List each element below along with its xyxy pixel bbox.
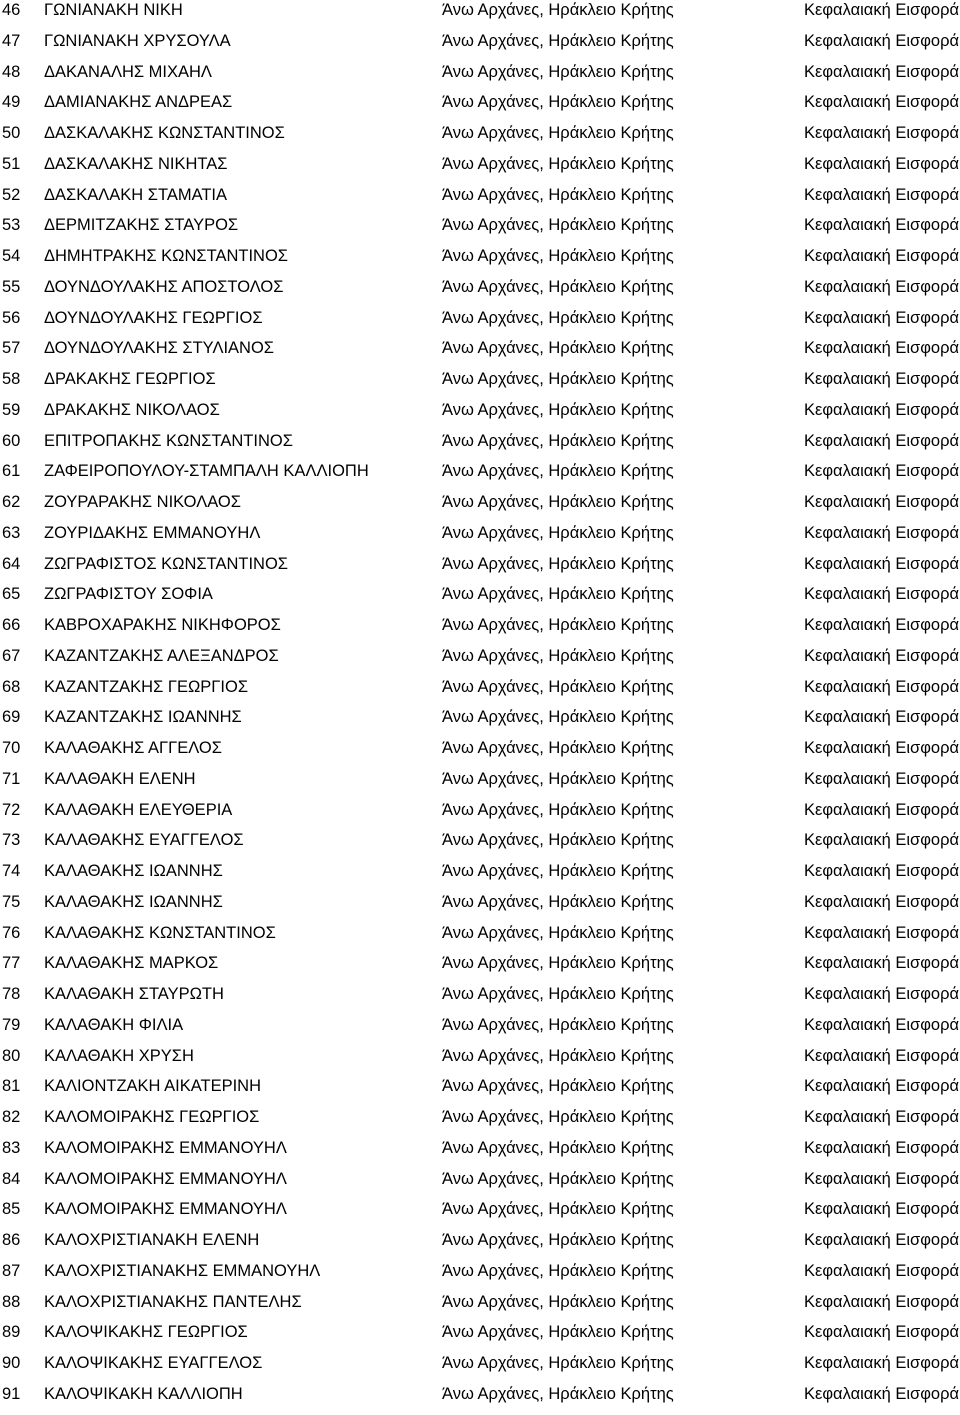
row-contribution-type: Κεφαλαιακή Εισφορά [803, 800, 959, 819]
list-row [0, 554, 960, 585]
row-location: Άνω Αρχάνες, Ηράκλειο Κρήτης [442, 1169, 674, 1188]
row-location: Άνω Αρχάνες, Ηράκλειο Κρήτης [442, 708, 674, 727]
list-row [0, 830, 960, 861]
row-location: Άνω Αρχάνες, Ηράκλειο Κρήτης [442, 431, 674, 450]
row-number: 91 [2, 1384, 21, 1403]
row-number: 72 [2, 800, 21, 819]
row-contribution-type: Κεφαλαιακή Εισφορά [803, 216, 959, 235]
row-name: ΚΑΛΟΨΙΚΑΚΗΣ ΕΥΑΓΓΕΛΟΣ [44, 1354, 263, 1372]
row-number: 74 [2, 862, 21, 880]
row-contribution-type: Κεφαλαιακή Εισφορά [803, 739, 959, 757]
row-contribution-type: Κεφαλαιακή Εισφορά [803, 616, 959, 634]
row-name: ΔΑΣΚΑΛΑΚΗ ΣΤΑΜΑΤΙΑ [44, 185, 228, 204]
row-location: Άνω Αρχάνες, Ηράκλειο Κρήτης [442, 400, 674, 419]
row-location: Άνω Αρχάνες, Ηράκλειο Κρήτης [442, 769, 674, 788]
row-location: Άνω Αρχάνες, Ηράκλειο Κρήτης [442, 862, 674, 880]
row-number: 56 [2, 308, 21, 327]
row-number: 61 [2, 462, 21, 481]
row-contribution-type: Κεφαλαιακή Εισφορά [803, 185, 959, 204]
row-name: ΔΑΚΑΝΑΛΗΣ ΜΙΧΑΗΛ [44, 62, 212, 81]
row-name: ΔΑΣΚΑΛΑΚΗΣ ΚΩΝΣΤΑΝΤΙΝΟΣ [44, 124, 285, 142]
row-contribution-type: Κεφαλαιακή Εισφορά [803, 985, 959, 1003]
list-row [0, 523, 960, 554]
row-name: ΚΑΛΑΘΑΚΗΣ ΙΩΑΝΝΗΣ [44, 862, 223, 880]
row-number: 49 [2, 93, 21, 112]
row-number: 47 [2, 31, 21, 50]
row-name: ΖΟΥΡΙΔΑΚΗΣ ΕΜΜΑΝΟΥΗΛ [44, 523, 261, 542]
row-contribution-type: Κεφαλαιακή Εισφορά [803, 1, 959, 19]
row-name: ΚΑΛΑΘΑΚΗ ΕΛΕΥΘΕΡΙΑ [44, 800, 233, 819]
row-contribution-type: Κεφαλαιακή Εισφορά [803, 370, 959, 388]
row-location: Άνω Αρχάνες, Ηράκλειο Κρήτης [442, 831, 674, 850]
row-location: Άνω Αρχάνες, Ηράκλειο Κρήτης [442, 923, 674, 942]
row-name: ΖΟΥΡΑΡΑΚΗΣ ΝΙΚΟΛΑΟΣ [44, 493, 241, 511]
row-name: ΚΑΛΑΘΑΚΗ ΕΛΕΝΗ [44, 769, 196, 788]
row-contribution-type: Κεφαλαιακή Εισφορά [803, 1261, 959, 1280]
row-name: ΚΑΛΑΘΑΚΗ ΦΙΛΙΑ [44, 1015, 184, 1034]
row-name: ΚΑΖΑΝΤΖΑΚΗΣ ΓΕΩΡΓΙΟΣ [44, 677, 249, 696]
row-contribution-type: Κεφαλαιακή Εισφορά [803, 769, 959, 788]
list-row [0, 1261, 960, 1292]
list-row [0, 892, 960, 923]
row-contribution-type: Κεφαλαιακή Εισφορά [803, 585, 959, 604]
row-location: Άνω Αρχάνες, Ηράκλειο Κρήτης [442, 1108, 674, 1126]
row-contribution-type: Κεφαλαιακή Εισφορά [803, 708, 959, 727]
row-number: 78 [2, 985, 21, 1003]
row-number: 88 [2, 1292, 21, 1311]
row-contribution-type: Κεφαλαιακή Εισφορά [803, 862, 959, 880]
list-row [0, 308, 960, 339]
row-location: Άνω Αρχάνες, Ηράκλειο Κρήτης [442, 185, 674, 204]
row-location: Άνω Αρχάνες, Ηράκλειο Κρήτης [442, 1, 674, 19]
row-location: Άνω Αρχάνες, Ηράκλειο Κρήτης [442, 277, 674, 296]
row-contribution-type: Κεφαλαιακή Εισφορά [803, 308, 959, 327]
row-number: 50 [2, 124, 21, 142]
row-number: 71 [2, 769, 21, 788]
row-number: 66 [2, 616, 21, 634]
row-name: ΚΑΛΟΧΡΙΣΤΙΑΝΑΚΗΣ ΠΑΝΤΕΛΗΣ [44, 1292, 302, 1311]
row-number: 80 [2, 1046, 21, 1065]
list-row [0, 123, 960, 154]
row-number: 58 [2, 370, 21, 388]
row-contribution-type: Κεφαλαιακή Εισφορά [803, 554, 959, 573]
row-location: Άνω Αρχάνες, Ηράκλειο Κρήτης [442, 1015, 674, 1034]
row-name: ΔΟΥΝΔΟΥΛΑΚΗΣ ΓΕΩΡΓΙΟΣ [44, 308, 263, 327]
row-number: 83 [2, 1138, 21, 1157]
row-contribution-type: Κεφαλαιακή Εισφορά [803, 247, 959, 265]
row-number: 89 [2, 1323, 21, 1342]
list-row [0, 1138, 960, 1169]
list-row [0, 1046, 960, 1077]
row-number: 48 [2, 62, 21, 81]
row-number: 87 [2, 1261, 21, 1280]
row-contribution-type: Κεφαλαιακή Εισφορά [803, 62, 959, 81]
row-contribution-type: Κεφαλαιακή Εισφορά [803, 1323, 959, 1342]
row-name: ΔΟΥΝΔΟΥΛΑΚΗΣ ΑΠΟΣΤΟΛΟΣ [44, 277, 284, 296]
row-number: 77 [2, 954, 21, 973]
row-name: ΚΑΒΡΟΧΑΡΑΚΗΣ ΝΙΚΗΦΟΡΟΣ [44, 616, 281, 634]
row-name: ΚΑΛΑΘΑΚΗ ΧΡΥΣΗ [44, 1046, 194, 1065]
row-location: Άνω Αρχάνες, Ηράκλειο Κρήτης [442, 93, 674, 112]
row-name: ΓΩΝΙΑΝΑΚΗ ΧΡΥΣΟΥΛΑ [44, 31, 231, 50]
list-row [0, 338, 960, 369]
row-number: 54 [2, 247, 21, 265]
row-location: Άνω Αρχάνες, Ηράκλειο Κρήτης [442, 339, 674, 358]
list-row [0, 800, 960, 831]
list-row [0, 92, 960, 123]
row-number: 70 [2, 739, 21, 757]
list-row [0, 984, 960, 1015]
row-location: Άνω Αρχάνες, Ηράκλειο Κρήτης [442, 62, 674, 81]
row-contribution-type: Κεφαλαιακή Εισφορά [803, 892, 959, 911]
row-location: Άνω Αρχάνες, Ηράκλειο Κρήτης [442, 247, 674, 265]
row-contribution-type: Κεφαλαιακή Εισφορά [803, 523, 959, 542]
row-contribution-type: Κεφαλαιακή Εισφορά [803, 493, 959, 511]
list-row [0, 1076, 960, 1107]
list-row [0, 62, 960, 93]
row-name: ΓΩΝΙΑΝΑΚΗ ΝΙΚΗ [44, 1, 183, 19]
list-row [0, 1169, 960, 1200]
list-row [0, 1015, 960, 1046]
row-number: 53 [2, 216, 21, 235]
list-row [0, 215, 960, 246]
row-contribution-type: Κεφαλαιακή Εισφορά [803, 1138, 959, 1157]
row-contribution-type: Κεφαλαιακή Εισφορά [803, 646, 959, 665]
row-number: 69 [2, 708, 21, 727]
row-number: 63 [2, 523, 21, 542]
row-name: ΚΑΛΟΨΙΚΑΚΗ ΚΑΛΛΙΟΠΗ [44, 1384, 243, 1403]
row-number: 59 [2, 400, 21, 419]
row-name: ΔΕΡΜΙΤΖΑΚΗΣ ΣΤΑΥΡΟΣ [44, 216, 239, 235]
row-location: Άνω Αρχάνες, Ηράκλειο Κρήτης [442, 370, 674, 388]
row-contribution-type: Κεφαλαιακή Εισφορά [803, 954, 959, 973]
row-contribution-type: Κεφαλαιακή Εισφορά [803, 1046, 959, 1065]
list-row [0, 277, 960, 308]
row-location: Άνω Αρχάνες, Ηράκλειο Κρήτης [442, 954, 674, 973]
row-location: Άνω Αρχάνες, Ηράκλειο Κρήτης [442, 892, 674, 911]
row-location: Άνω Αρχάνες, Ηράκλειο Κρήτης [442, 1384, 674, 1403]
row-contribution-type: Κεφαλαιακή Εισφορά [803, 923, 959, 942]
row-name: ΚΑΛΟΨΙΚΑΚΗΣ ΓΕΩΡΓΙΟΣ [44, 1323, 248, 1342]
row-name: ΚΑΛΟΜΟΙΡΑΚΗΣ ΕΜΜΑΝΟΥΗΛ [44, 1200, 287, 1219]
row-number: 57 [2, 339, 21, 358]
list-row [0, 615, 960, 646]
list-row [0, 185, 960, 216]
list-row [0, 1292, 960, 1323]
row-number: 65 [2, 585, 21, 604]
row-name: ΖΩΓΡΑΦΙΣΤΟΣ ΚΩΝΣΤΑΝΤΙΝΟΣ [44, 554, 289, 573]
row-location: Άνω Αρχάνες, Ηράκλειο Κρήτης [442, 585, 674, 604]
row-number: 82 [2, 1108, 21, 1126]
row-number: 67 [2, 646, 21, 665]
row-name: ΖΑΦΕΙΡΟΠΟΥΛΟΥ-ΣΤΑΜΠΑΛΗ ΚΑΛΛΙΟΠΗ [44, 462, 369, 481]
row-contribution-type: Κεφαλαιακή Εισφορά [803, 31, 959, 50]
list-row [0, 431, 960, 462]
list-row [0, 923, 960, 954]
row-contribution-type: Κεφαλαιακή Εισφορά [803, 124, 959, 142]
row-name: ΚΑΖΑΝΤΖΑΚΗΣ ΑΛΕΞΑΝΔΡΟΣ [44, 646, 279, 665]
list-row [0, 769, 960, 800]
row-location: Άνω Αρχάνες, Ηράκλειο Κρήτης [442, 739, 674, 757]
list-row [0, 738, 960, 769]
row-name: ΚΑΛΑΘΑΚΗΣ ΚΩΝΣΤΑΝΤΙΝΟΣ [44, 923, 276, 942]
row-location: Άνω Αρχάνες, Ηράκλειο Κρήτης [442, 616, 674, 634]
row-number: 52 [2, 185, 21, 204]
row-location: Άνω Αρχάνες, Ηράκλειο Κρήτης [442, 154, 674, 173]
row-number: 85 [2, 1200, 21, 1219]
list-row [0, 0, 960, 31]
row-location: Άνω Αρχάνες, Ηράκλειο Κρήτης [442, 646, 674, 665]
row-contribution-type: Κεφαλαιακή Εισφορά [803, 339, 959, 358]
row-number: 73 [2, 831, 21, 850]
row-number: 51 [2, 154, 21, 173]
row-name: ΚΑΛΙΟΝΤΖΑΚΗ ΑΙΚΑΤΕΡΙΝΗ [44, 1077, 262, 1096]
row-number: 76 [2, 923, 21, 942]
row-location: Άνω Αρχάνες, Ηράκλειο Κρήτης [442, 1354, 674, 1372]
list-row [0, 1230, 960, 1261]
row-name: ΚΑΛΟΜΟΙΡΑΚΗΣ ΕΜΜΑΝΟΥΗΛ [44, 1169, 287, 1188]
list-row [0, 584, 960, 615]
row-contribution-type: Κεφαλαιακή Εισφορά [803, 1108, 959, 1126]
row-location: Άνω Αρχάνες, Ηράκλειο Κρήτης [442, 1077, 674, 1096]
list-row [0, 154, 960, 185]
row-name: ΚΑΛΑΘΑΚΗΣ ΕΥΑΓΓΕΛΟΣ [44, 831, 244, 850]
list-row [0, 492, 960, 523]
row-contribution-type: Κεφαλαιακή Εισφορά [803, 277, 959, 296]
row-contribution-type: Κεφαλαιακή Εισφορά [803, 1169, 959, 1188]
row-location: Άνω Αρχάνες, Ηράκλειο Κρήτης [442, 31, 674, 50]
row-location: Άνω Αρχάνες, Ηράκλειο Κρήτης [442, 554, 674, 573]
list-row [0, 246, 960, 277]
row-contribution-type: Κεφαλαιακή Εισφορά [803, 1384, 959, 1403]
list-row [0, 1384, 960, 1415]
row-name: ΔΑΣΚΑΛΑΚΗΣ ΝΙΚΗΤΑΣ [44, 154, 228, 173]
list-row [0, 461, 960, 492]
row-name: ΚΑΛΟΜΟΙΡΑΚΗΣ ΕΜΜΑΝΟΥΗΛ [44, 1138, 287, 1157]
row-name: ΚΑΛΟΜΟΙΡΑΚΗΣ ΓΕΩΡΓΙΟΣ [44, 1108, 260, 1126]
row-number: 46 [2, 1, 21, 19]
row-location: Άνω Αρχάνες, Ηράκλειο Κρήτης [442, 1231, 674, 1249]
row-contribution-type: Κεφαλαιακή Εισφορά [803, 1077, 959, 1096]
row-location: Άνω Αρχάνες, Ηράκλειο Κρήτης [442, 493, 674, 511]
row-location: Άνω Αρχάνες, Ηράκλειο Κρήτης [442, 1292, 674, 1311]
list-row [0, 400, 960, 431]
row-number: 75 [2, 892, 21, 911]
row-name: ΔΡΑΚΑΚΗΣ ΓΕΩΡΓΙΟΣ [44, 370, 216, 388]
row-contribution-type: Κεφαλαιακή Εισφορά [803, 1015, 959, 1034]
row-location: Άνω Αρχάνες, Ηράκλειο Κρήτης [442, 308, 674, 327]
list-row [0, 1107, 960, 1138]
row-location: Άνω Αρχάνες, Ηράκλειο Κρήτης [442, 985, 674, 1003]
list-row [0, 677, 960, 708]
row-contribution-type: Κεφαλαιακή Εισφορά [803, 154, 959, 173]
list-row [0, 953, 960, 984]
list-row [0, 707, 960, 738]
row-number: 60 [2, 431, 21, 450]
row-location: Άνω Αρχάνες, Ηράκλειο Κρήτης [442, 1261, 674, 1280]
row-location: Άνω Αρχάνες, Ηράκλειο Κρήτης [442, 216, 674, 235]
list-row [0, 1353, 960, 1384]
row-number: 64 [2, 554, 21, 573]
list-row [0, 1199, 960, 1230]
list-row [0, 861, 960, 892]
row-contribution-type: Κεφαλαιακή Εισφορά [803, 93, 959, 112]
list-row [0, 646, 960, 677]
row-name: ΚΑΛΑΘΑΚΗΣ ΙΩΑΝΝΗΣ [44, 892, 223, 911]
row-location: Άνω Αρχάνες, Ηράκλειο Κρήτης [442, 124, 674, 142]
row-contribution-type: Κεφαλαιακή Εισφορά [803, 677, 959, 696]
row-location: Άνω Αρχάνες, Ηράκλειο Κρήτης [442, 462, 674, 481]
list-row [0, 1322, 960, 1353]
row-number: 62 [2, 493, 21, 511]
row-name: ΔΑΜΙΑΝΑΚΗΣ ΑΝΔΡΕΑΣ [44, 93, 233, 112]
row-contribution-type: Κεφαλαιακή Εισφορά [803, 1200, 959, 1219]
row-name: ΔΟΥΝΔΟΥΛΑΚΗΣ ΣΤΥΛΙΑΝΟΣ [44, 339, 275, 358]
row-location: Άνω Αρχάνες, Ηράκλειο Κρήτης [442, 800, 674, 819]
row-number: 81 [2, 1077, 21, 1096]
row-location: Άνω Αρχάνες, Ηράκλειο Κρήτης [442, 677, 674, 696]
row-number: 84 [2, 1169, 21, 1188]
row-name: ΚΑΛΑΘΑΚΗΣ ΑΓΓΕΛΟΣ [44, 739, 222, 757]
row-location: Άνω Αρχάνες, Ηράκλειο Κρήτης [442, 1323, 674, 1342]
row-location: Άνω Αρχάνες, Ηράκλειο Κρήτης [442, 1138, 674, 1157]
list-row [0, 31, 960, 62]
row-contribution-type: Κεφαλαιακή Εισφορά [803, 1231, 959, 1249]
row-name: ΔΡΑΚΑΚΗΣ ΝΙΚΟΛΑΟΣ [44, 400, 220, 419]
row-contribution-type: Κεφαλαιακή Εισφορά [803, 831, 959, 850]
row-name: ΚΑΛΑΘΑΚΗ ΣΤΑΥΡΩΤΗ [44, 985, 224, 1003]
row-location: Άνω Αρχάνες, Ηράκλειο Κρήτης [442, 1200, 674, 1219]
row-name: ΖΩΓΡΑΦΙΣΤΟΥ ΣΟΦΙΑ [44, 585, 213, 604]
row-contribution-type: Κεφαλαιακή Εισφορά [803, 431, 959, 450]
row-number: 90 [2, 1354, 21, 1372]
row-number: 55 [2, 277, 21, 296]
row-contribution-type: Κεφαλαιακή Εισφορά [803, 400, 959, 419]
row-name: ΔΗΜΗΤΡΑΚΗΣ ΚΩΝΣΤΑΝΤΙΝΟΣ [44, 247, 289, 265]
row-contribution-type: Κεφαλαιακή Εισφορά [803, 1354, 959, 1372]
row-name: ΚΑΖΑΝΤΖΑΚΗΣ ΙΩΑΝΝΗΣ [44, 708, 242, 727]
row-contribution-type: Κεφαλαιακή Εισφορά [803, 462, 959, 481]
row-number: 86 [2, 1231, 21, 1249]
row-number: 68 [2, 677, 21, 696]
row-location: Άνω Αρχάνες, Ηράκλειο Κρήτης [442, 1046, 674, 1065]
list-row [0, 369, 960, 400]
row-number: 79 [2, 1015, 21, 1034]
row-name: ΚΑΛΟΧΡΙΣΤΙΑΝΑΚΗΣ ΕΜΜΑΝΟΥΗΛ [44, 1261, 321, 1280]
row-name: ΚΑΛΟΧΡΙΣΤΙΑΝΑΚΗ ΕΛΕΝΗ [44, 1231, 260, 1249]
row-name: ΚΑΛΑΘΑΚΗΣ ΜΑΡΚΟΣ [44, 954, 219, 973]
row-contribution-type: Κεφαλαιακή Εισφορά [803, 1292, 959, 1311]
row-name: ΕΠΙΤΡΟΠΑΚΗΣ ΚΩΝΣΤΑΝΤΙΝΟΣ [44, 431, 293, 450]
row-location: Άνω Αρχάνες, Ηράκλειο Κρήτης [442, 523, 674, 542]
